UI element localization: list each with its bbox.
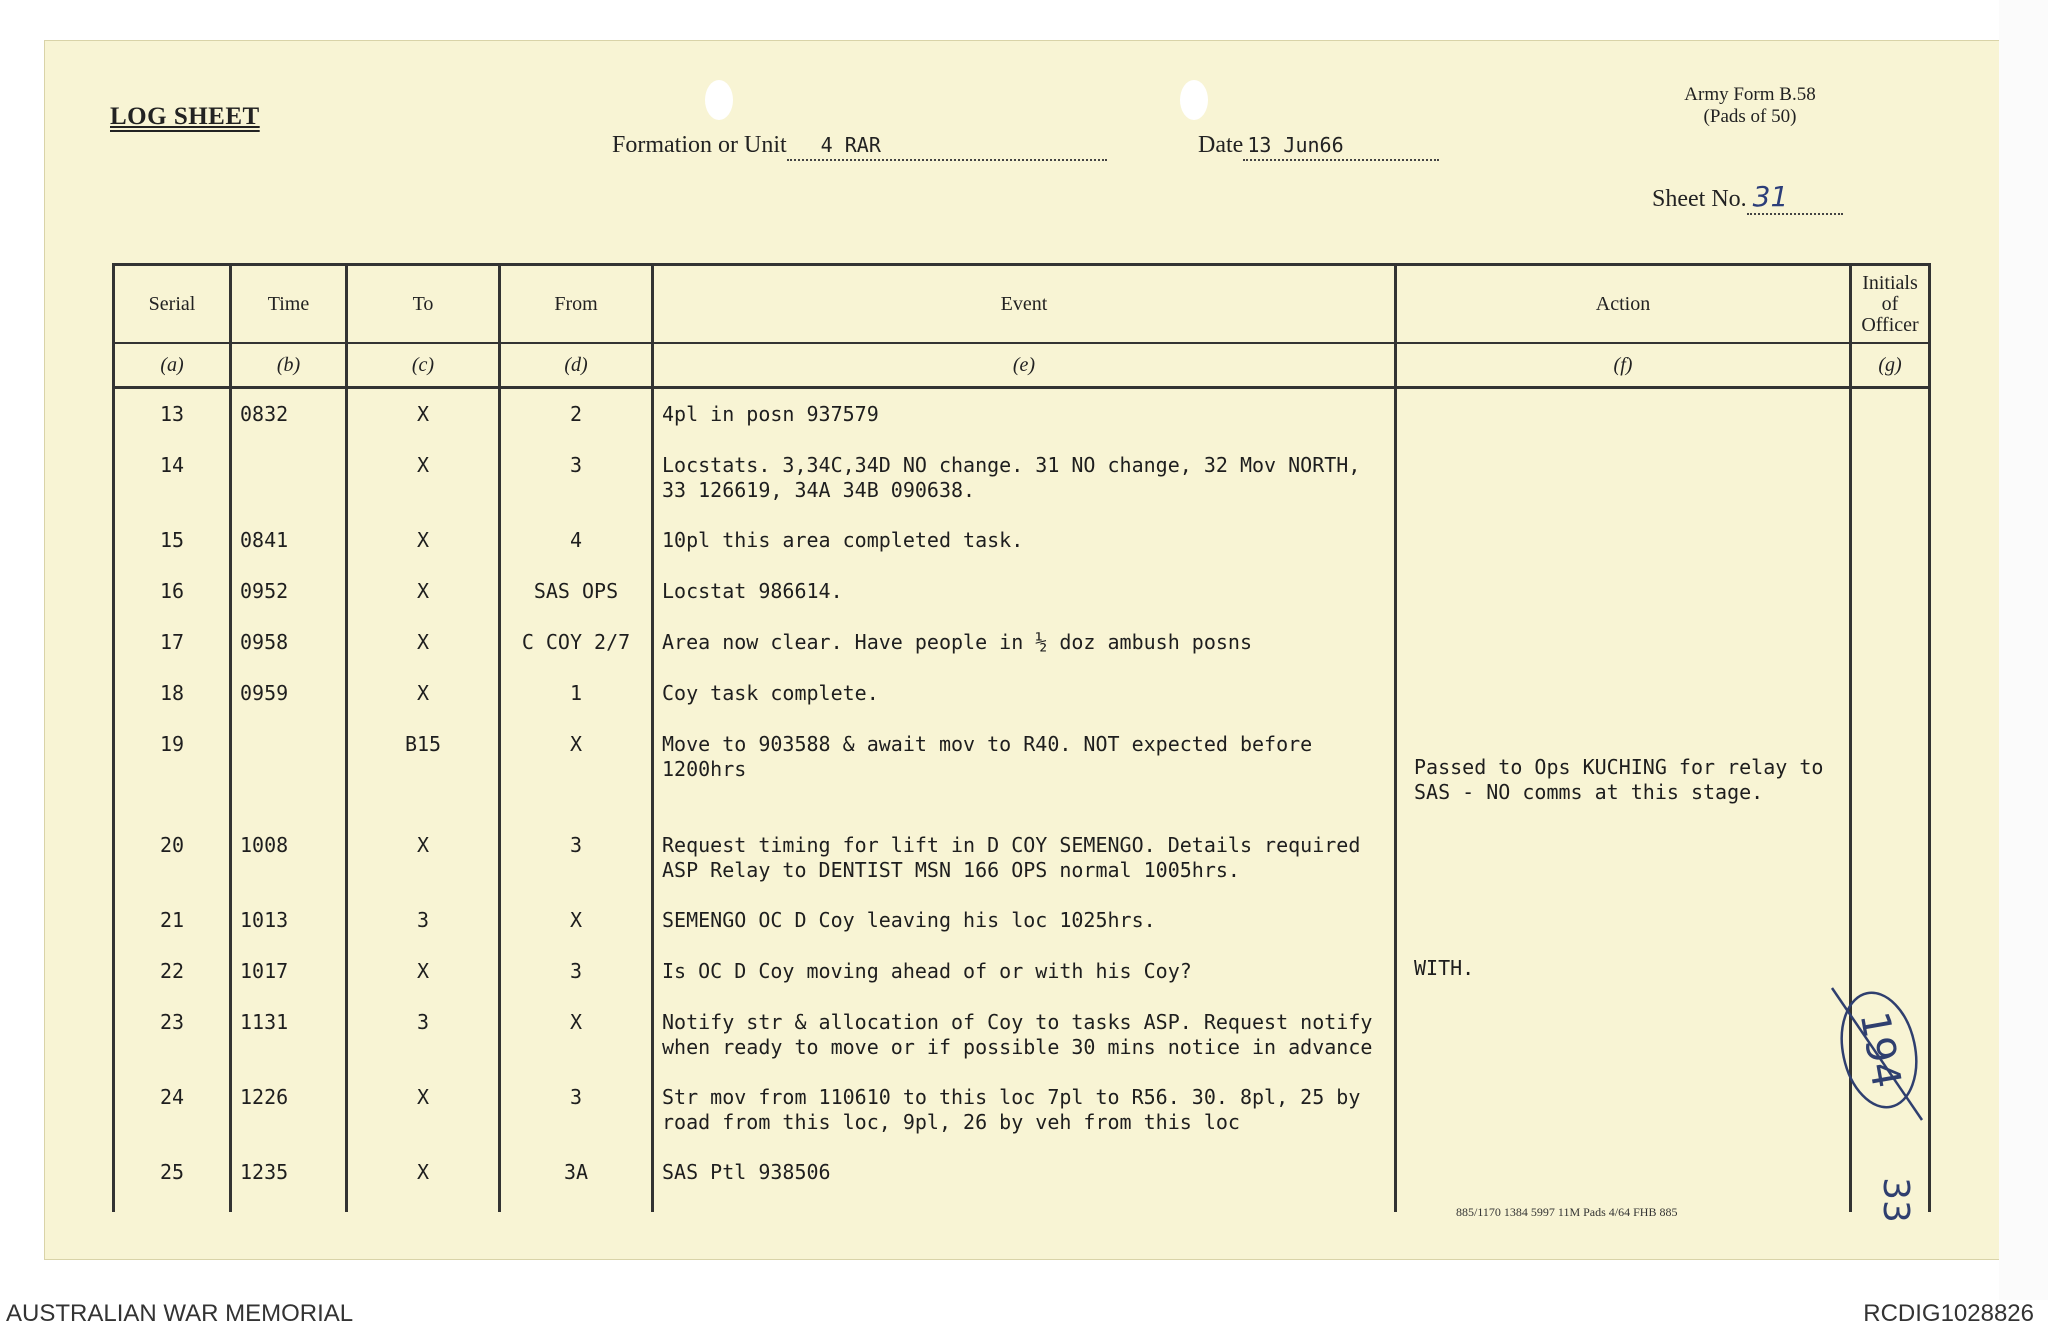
event-cell: Is OC D Coy moving ahead of or with his Coy? (653, 946, 1396, 997)
column-key-f: (f) (1396, 343, 1851, 388)
punch-hole (1180, 80, 1208, 120)
column-key-row (114, 343, 1930, 388)
from-cell: 1 (500, 668, 653, 719)
column-key-g: (g) (1851, 343, 1930, 388)
table-row (114, 440, 1930, 515)
initials-cell (1851, 820, 1930, 895)
serial-cell: 19 (114, 719, 231, 820)
serial-cell: 17 (114, 617, 231, 668)
from-cell: C COY 2/7 (500, 617, 653, 668)
action-note-serial-22: WITH. (1414, 956, 1475, 980)
from-cell: 2 (500, 388, 653, 441)
from-cell: 3 (500, 946, 653, 997)
initials-cell (1851, 566, 1930, 617)
table-row (114, 946, 1930, 997)
from-cell: 3A (500, 1147, 653, 1212)
action-note-serial-19: Passed to Ops KUCHING for relay to SAS - NO comms at this stage. (1414, 755, 1824, 804)
to-cell: X (347, 946, 500, 997)
initials-cell (1851, 719, 1930, 820)
serial-cell: 16 (114, 566, 231, 617)
column-header-to: To (347, 265, 500, 344)
time-cell: 0841 (231, 515, 347, 566)
action-cell (1396, 668, 1851, 719)
unit-label: Formation or Unit (612, 132, 787, 158)
footer-reference: RCDIG1028826 (1863, 1300, 2034, 1327)
to-cell: B15 (347, 719, 500, 820)
column-header-initials (1851, 265, 1930, 344)
log-table (112, 263, 1931, 1212)
from-cell: 3 (500, 440, 653, 515)
sheet-number-field (1652, 180, 1843, 215)
table-row (114, 515, 1930, 566)
time-cell: 0959 (231, 668, 347, 719)
event-cell: 4pl in posn 937579 (653, 388, 1396, 441)
serial-cell: 21 (114, 895, 231, 946)
unit-field (612, 132, 1107, 161)
time-cell: 1226 (231, 1072, 347, 1147)
serial-cell: 18 (114, 668, 231, 719)
date-value: 13 Jun66 (1247, 133, 1344, 157)
action-cell (1396, 388, 1851, 441)
sheet-label: Sheet No. (1652, 186, 1747, 212)
serial-cell: 15 (114, 515, 231, 566)
to-cell: X (347, 617, 500, 668)
table-row (114, 997, 1930, 1072)
event-cell: 10pl this area completed task. (653, 515, 1396, 566)
event-cell: Coy task complete. (653, 668, 1396, 719)
time-cell: 1017 (231, 946, 347, 997)
column-header-from: From (500, 265, 653, 344)
time-cell: 1235 (231, 1147, 347, 1212)
footer-source: AUSTRALIAN WAR MEMORIAL (6, 1300, 354, 1327)
table-row (114, 668, 1930, 719)
time-cell: 0952 (231, 566, 347, 617)
to-cell: X (347, 668, 500, 719)
column-header-serial: Serial (114, 265, 231, 344)
initials-word: Initials (1862, 271, 1918, 294)
serial-cell: 20 (114, 820, 231, 895)
time-cell (231, 440, 347, 515)
action-cell (1396, 1147, 1851, 1212)
event-cell: Locstats. 3,34C,34D NO change. 31 NO change, 32 Mov NORTH, 33 126619, 34A 34B 090638. (653, 440, 1396, 515)
to-cell: 3 (347, 895, 500, 946)
to-cell: X (347, 1072, 500, 1147)
column-key-a: (a) (114, 343, 231, 388)
from-cell: SAS OPS (500, 566, 653, 617)
initials-cell (1851, 668, 1930, 719)
initials-cell (1851, 388, 1930, 441)
to-cell: X (347, 566, 500, 617)
from-cell: X (500, 719, 653, 820)
to-cell: X (347, 440, 500, 515)
to-cell: X (347, 388, 500, 441)
time-cell (231, 719, 347, 820)
column-header-event: Event (653, 265, 1396, 344)
serial-cell: 24 (114, 1072, 231, 1147)
column-header-time: Time (231, 265, 347, 344)
time-cell: 0832 (231, 388, 347, 441)
unit-value: 4 RAR (820, 133, 881, 157)
margin-number-annotation (1866, 1160, 1926, 1240)
action-cell (1396, 820, 1851, 895)
column-key-b: (b) (231, 343, 347, 388)
army-form-number (1680, 84, 1820, 128)
table-row (114, 617, 1930, 668)
scan-margin (1999, 0, 2048, 1300)
initials-cell (1851, 617, 1930, 668)
time-cell: 1008 (231, 820, 347, 895)
event-cell: Area now clear. Have people in ½ doz ambush posns (653, 617, 1396, 668)
event-cell: Notify str & allocation of Coy to tasks ASP. Request notify when ready to move or if possible 30 mins notice in advance (653, 997, 1396, 1072)
column-key-c: (c) (347, 343, 500, 388)
event-cell: SAS Ptl 938506 (653, 1147, 1396, 1212)
initials-cell (1851, 895, 1930, 946)
initials-cell (1851, 515, 1930, 566)
margin-number-text: 33 (1875, 1177, 1916, 1223)
to-cell: X (347, 1147, 500, 1212)
column-header-row (114, 265, 1930, 344)
circled-number-text: 194 (1850, 1008, 1910, 1092)
event-cell: Str mov from 110610 to this loc 7pl to R56. 30. 8pl, 25 by road from this loc, 9pl, 26 by veh from this loc (653, 1072, 1396, 1147)
sheet-number-value: 31 (1752, 180, 1789, 213)
action-cell (1396, 566, 1851, 617)
column-header-action: Action (1396, 265, 1851, 344)
army-form-pads: (Pads of 50) (1703, 106, 1797, 127)
action-cell (1396, 895, 1851, 946)
table-row (114, 566, 1930, 617)
officer-word: Officer (1861, 313, 1919, 336)
date-label: Date (1198, 132, 1244, 158)
event-cell: Move to 903588 & await mov to R40. NOT expected before 1200hrs (653, 719, 1396, 820)
from-cell: X (500, 895, 653, 946)
time-cell: 1013 (231, 895, 347, 946)
of-word: of (1881, 292, 1899, 315)
punch-hole (705, 80, 733, 120)
table-row (114, 388, 1930, 441)
initials-cell (1851, 440, 1930, 515)
from-cell: 4 (500, 515, 653, 566)
action-cell (1396, 440, 1851, 515)
action-cell (1396, 997, 1851, 1072)
table-row (114, 895, 1930, 946)
table-row (114, 820, 1930, 895)
table-row (114, 1072, 1930, 1147)
form-title: LOG SHEET (110, 103, 260, 130)
from-cell: X (500, 997, 653, 1072)
column-key-e: (e) (653, 343, 1396, 388)
date-field (1198, 132, 1439, 161)
action-cell (1396, 515, 1851, 566)
print-code: 885/1170 1384 5997 11M Pads 4/64 FHB 885 (1456, 1205, 1678, 1219)
action-cell (1396, 617, 1851, 668)
serial-cell: 25 (114, 1147, 231, 1212)
event-cell: Locstat 986614. (653, 566, 1396, 617)
event-cell: Request timing for lift in D COY SEMENGO. Details required ASP Relay to DENTIST MSN 166 OPS normal 1005hrs. (653, 820, 1396, 895)
to-cell: 3 (347, 997, 500, 1072)
serial-cell: 22 (114, 946, 231, 997)
to-cell: X (347, 820, 500, 895)
event-cell: SEMENGO OC D Coy leaving his loc 1025hrs. (653, 895, 1396, 946)
serial-cell: 13 (114, 388, 231, 441)
to-cell: X (347, 515, 500, 566)
table-row (114, 1147, 1930, 1212)
time-cell: 1131 (231, 997, 347, 1072)
army-form-line: Army Form B.58 (1684, 84, 1816, 105)
circled-number-annotation (1822, 980, 1932, 1140)
action-cell (1396, 1072, 1851, 1147)
from-cell: 3 (500, 820, 653, 895)
from-cell: 3 (500, 1072, 653, 1147)
serial-cell: 23 (114, 997, 231, 1072)
serial-cell: 14 (114, 440, 231, 515)
time-cell: 0958 (231, 617, 347, 668)
column-key-d: (d) (500, 343, 653, 388)
